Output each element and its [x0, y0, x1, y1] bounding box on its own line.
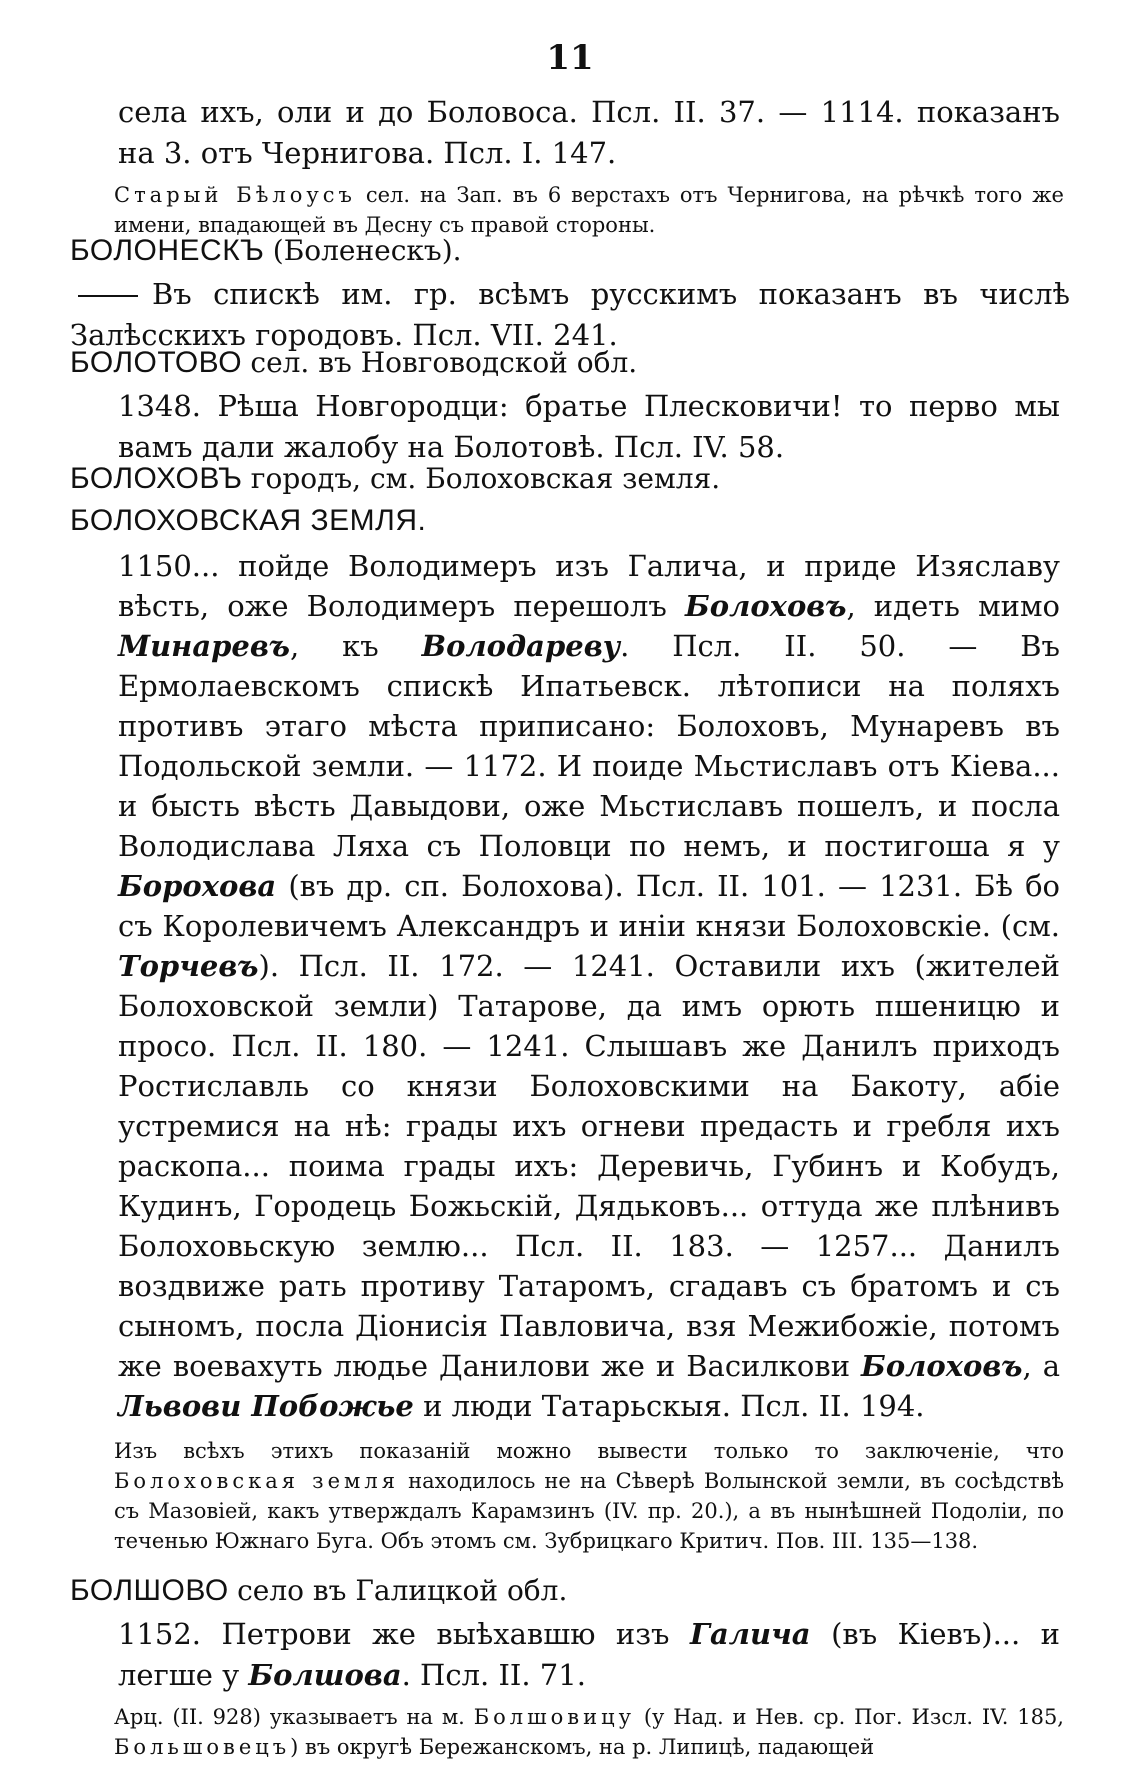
- entry-text-content: Въ спискѣ им. гр. всѣмъ русскимъ показанъ въ числѣ Залѣсскихъ городовъ. Псл. VII. 241.: [70, 277, 1070, 352]
- note-spaced-name: Болоховская земля: [114, 1469, 399, 1493]
- emphasized-name: Володареву: [421, 629, 621, 663]
- text-run: 1150... пойде Володимеръ изъ Галича, и приде Изяславу вѣсть, оже Володимеръ перешолъ: [118, 549, 1060, 623]
- entry-text: села ихъ, оли и до Боловоса. Псл. II. 37. — 1114. показанъ на 3. отъ Чернигова. Псл. I. 147.: [118, 95, 1060, 170]
- note-text: Изъ всѣхъ этихъ показаній можно вывести только то заключеніе, что: [114, 1439, 1064, 1463]
- entry-headword-note: сел. въ Новговодской обл.: [250, 346, 638, 379]
- entry-headword-line: [70, 458, 1070, 500]
- dash-mark: [78, 295, 138, 297]
- entry-headword-note: (Боленескъ).: [272, 234, 462, 267]
- entry-headword-note: село въ Галицкой обл.: [237, 1574, 568, 1607]
- note-text: сел. на Зап. въ 6 верстахъ отъ Чернигова, на рѣчкѣ того же имени, впадающей въ Десну съ правой стороны.: [114, 183, 1064, 237]
- text-run: . Псл. II. 71.: [401, 1658, 586, 1692]
- entry-text: 1348. Рѣша Новгородци: братье Плесковичи! то перво мы вамъ дали жалобу на Болотовѣ. Псл. IV. 58.: [118, 389, 1060, 464]
- entry-bolshovo: [70, 1570, 1070, 1762]
- entry-text: [70, 546, 1070, 1426]
- note-spaced-name: Болшовицу: [473, 1705, 635, 1729]
- entry-headword-line: [70, 1570, 1070, 1612]
- entry-headword: БОЛШОВО: [70, 1574, 229, 1607]
- emphasized-name: Минаревъ: [118, 629, 290, 663]
- entry-bolotovo: [70, 342, 1070, 468]
- entry-bolokhovskaya-zemlya: [70, 500, 1070, 1556]
- entry-headword-line: [70, 500, 1070, 542]
- emphasized-name: Болшова: [248, 1658, 402, 1692]
- entry-headword: БОЛОТОВО: [70, 346, 243, 379]
- text-run: и люди Татарьскыя. Псл. II. 194.: [423, 1389, 925, 1423]
- entry-continuation: [70, 92, 1070, 240]
- text-run: . Псл. II. 50. — Въ Ермолаевскомъ спискѣ Ипатьевск. лѣтописи на поляхъ противъ этаго мѣста приписано: Болоховъ, Мунаревъ въ Подольской земли. — 1172. И поиде Мьстиславъ отъ Кіева... и бысть вѣсть Давыдови, оже Мьстиславъ пошелъ, и посла Володислава Ляха съ Половци по немъ, и постигоша я у: [118, 629, 1061, 863]
- entry-headword-line: [70, 230, 1070, 272]
- text-run: , къ: [289, 629, 379, 663]
- note-text: ) въ округѣ Бережанскомъ, на р. Липицѣ, падающей: [290, 1735, 875, 1759]
- entry-note: [70, 1436, 1070, 1556]
- text-run: , а: [1022, 1349, 1060, 1383]
- text-run: , идеть мимо: [846, 589, 1060, 623]
- emphasized-name: Галича: [689, 1617, 811, 1651]
- note-text: (у Над. и Нев. ср. Пог. Изсл. IV. 185,: [643, 1705, 1064, 1729]
- emphasized-name: Торчевъ: [118, 949, 259, 983]
- emphasized-name: Львови Побожье: [118, 1389, 414, 1423]
- emphasized-name: Борохова: [118, 869, 277, 903]
- note-spaced-name: Старый Бѣлоусъ: [114, 183, 356, 207]
- entry-headword: БОЛОНЕСКЪ: [70, 234, 265, 267]
- note-text: Арц. (II. 928) указываетъ на м.: [114, 1705, 465, 1729]
- entry-headword: БОЛОХОВСКАЯ ЗЕМЛЯ.: [70, 504, 427, 537]
- entry-headword-line: [70, 342, 1070, 384]
- text-run: 1152. Петрови же выѣхавшю изъ: [118, 1617, 670, 1651]
- entry-note: [70, 1702, 1070, 1762]
- note-text: находилось не на Сѣверѣ Волынской земли, въ сосѣдствѣ съ Мазовіей, какъ утверждалъ Карамзинъ (IV. пр. 20.), а въ нынѣшней Подоліи, по теченью Южнаго Буга. Объ этомъ см. Зубрицкаго Критич. Пов. III. 135—138.: [114, 1469, 1064, 1553]
- text-run: (въ др. сп. Болохова). Псл. II. 101. — 1231. Бѣ бо съ Королевичемъ Александръ и иніи князи Болоховскіе. (см.: [118, 869, 1060, 943]
- note-spaced-name: Большовецъ: [114, 1735, 291, 1759]
- entry-bolokhov: [70, 458, 1070, 500]
- emphasized-name: Болоховъ: [861, 1349, 1023, 1383]
- entry-headword: БОЛОХОВЪ: [70, 462, 243, 495]
- page-number: 11: [546, 38, 594, 78]
- text-run: ). Псл. II. 172. — 1241. Оставили ихъ (жителей Болоховской земли) Татарове, да имъ орють пшеницю и просо. Псл. II. 180. — 1241. Слышавъ же Данилъ приходъ Ростиславль со князи Болоховскими на Бакоту, абіе устремися на нѣ: грады ихъ огневи предасть и гребля ихъ раскопа... поима грады ихъ: Деревичь, Губинъ и Кобудъ, Кудинъ, Городець Божьскій, Дядьковъ... оттуда же плѣнивъ Болоховьскую землю... Псл. II. 183. — 1257... Данилъ воздвиже рать противу Татаромъ, сгадавъ съ братомъ и съ сыномъ, посла Діонисія Павловича, взя Межибожіе, потомъ же воевахуть людье Данилови же и Василкови: [118, 949, 1060, 1383]
- entry-bolonesk: [70, 230, 1070, 356]
- emphasized-name: Болоховъ: [684, 589, 847, 623]
- entry-headword-note: городъ, см. Болоховская земля.: [250, 462, 721, 495]
- entry-text: [70, 1614, 1070, 1696]
- text-run: (въ Кіевъ)... и легше у: [118, 1617, 1061, 1692]
